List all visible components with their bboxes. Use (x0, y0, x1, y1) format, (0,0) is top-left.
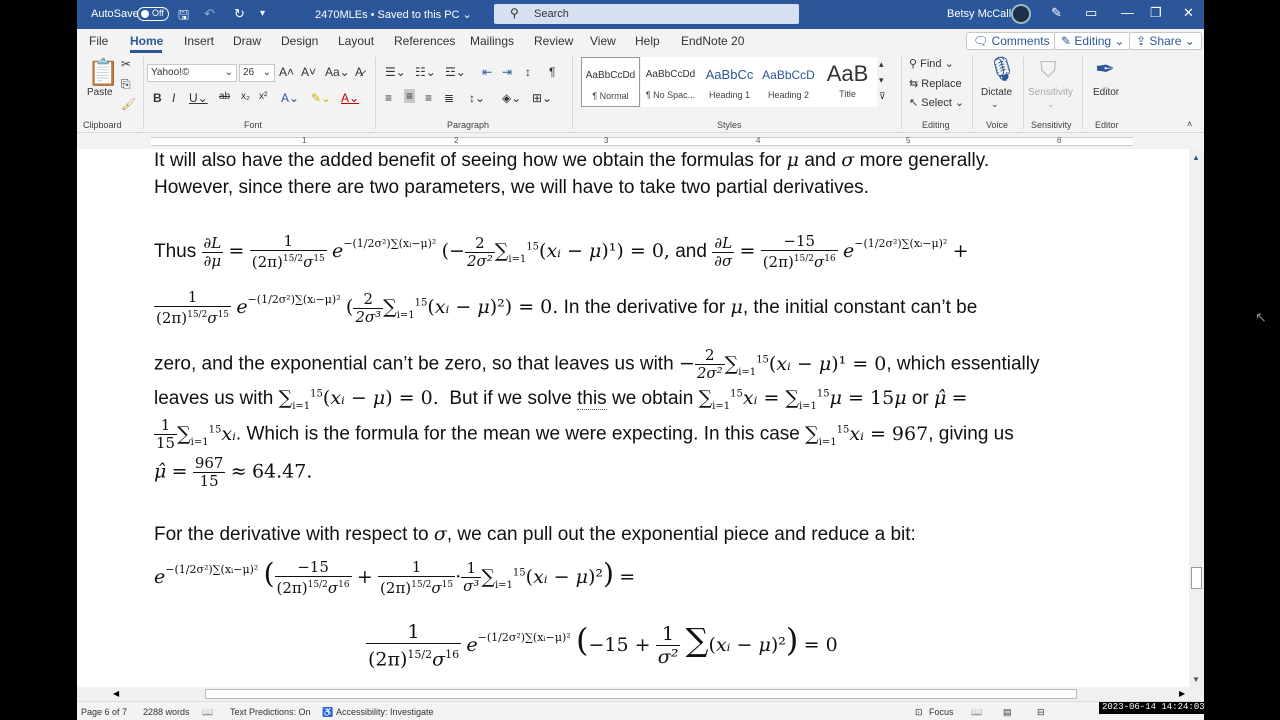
text-run: . Which is the formula for the mean we were expecting. In this case (235, 423, 800, 445)
ruler-number: 3 (604, 136, 609, 145)
ribbon-display-icon[interactable]: ▭ (1085, 5, 1098, 20)
autosave-label: AutoSave (91, 8, 139, 20)
comments-icon: 🗨 (973, 34, 992, 48)
sensitivity-icon: ⛉ (1040, 57, 1057, 82)
font-color-icon[interactable]: A⌄ (341, 91, 360, 105)
comments-label: Comments (991, 34, 1050, 48)
close-icon[interactable]: ✕ (1183, 5, 1194, 20)
text-run: more generally. (859, 150, 990, 171)
divider (375, 57, 376, 129)
divider (572, 57, 573, 129)
tab-endnote[interactable]: EndNote 20 (681, 34, 745, 48)
style-name: Heading 1 (708, 90, 751, 100)
clear-formatting-icon[interactable]: A̷ (355, 65, 364, 79)
text-effects-icon[interactable]: A⌄ (281, 91, 300, 105)
find-label: Find (920, 58, 942, 70)
editing-group-label: Editing (922, 120, 950, 130)
scroll-right-icon[interactable]: ▶ (1179, 689, 1186, 698)
shading-icon[interactable]: ◈⌄ (502, 91, 522, 105)
font-group-label: Font (244, 120, 263, 130)
body-text: For the derivative with respect to σ, we can pull out the exponential piece and reduce a bit: (154, 523, 916, 545)
equation-line: Thus $\frac{\partial L}{\partial\mu}$ = $\frac{1}{(2\pi)^{15/2}\sigma^{15}}$ $e^{-(1/2\sigma^2)\sum(xᵢ-\mu)^2}$ (− $\frac{2}{\text{2σ²}}$ $\sum_{i=1}^{15}(xᵢ - \mu)^1) = 0$, and $\frac{\partial L}{\partial\sigma}$ = $\frac{-15}{(2\pi)^{15/2}\sigma^{16}}$ $e^{-(1/2\sigma^2)\sum(xᵢ-\mu)^2}$ + (154, 232, 969, 271)
dictate-dropdown-icon[interactable]: ⌄ (991, 99, 999, 109)
editor-button-label[interactable]: Editor (1093, 87, 1120, 98)
find-icon: ⚲ (909, 58, 921, 70)
tab-mailings[interactable]: Mailings (470, 34, 515, 48)
collapse-ribbon-icon[interactable]: ˄ (1187, 119, 1193, 129)
equation-line: μ̂ = $\frac{967}{15}$ ≈ 64.47. (154, 454, 313, 490)
undo-icon[interactable]: ↶ (204, 6, 215, 21)
replace-icon: ⇆ (909, 78, 922, 90)
autosave-state: Off (152, 8, 164, 18)
equation-line: $\frac{1}{15}$ $\sum_{i=1}^{15}xᵢ$. Which is the formula for the mean we were expecting. In this case $\sum_{i=1}^{15}xᵢ = 967$, giving us (156, 416, 1014, 452)
borders-icon[interactable]: ⊞⌄ (532, 91, 553, 105)
text-run: Thus (154, 241, 197, 263)
increase-indent-icon[interactable]: ⇥ (502, 65, 513, 79)
ribbon-tabs (77, 29, 1204, 53)
minimize-icon[interactable]: — (1121, 5, 1134, 20)
divider (901, 57, 902, 129)
restore-icon[interactable]: ❐ (1150, 5, 1162, 20)
highlight-icon[interactable]: ✎⌄ (311, 91, 332, 105)
word-count[interactable]: 2288 words (143, 707, 190, 717)
replace-button[interactable] (909, 77, 962, 90)
text-run: , giving us (928, 423, 1014, 445)
tab-view[interactable]: View (590, 34, 616, 48)
text-run: In the derivative for (563, 297, 726, 319)
style-name: ¶ Normal (592, 91, 629, 101)
focus-button[interactable]: Focus (929, 707, 954, 717)
style-preview: AaBbCcDd (645, 69, 696, 80)
format-painter-icon[interactable]: 🖌 (121, 97, 137, 111)
editor-group-label: Editor (1095, 120, 1119, 130)
mouse-cursor-icon: ↖ (1255, 309, 1267, 325)
paste-label[interactable]: Paste (87, 87, 113, 98)
font-name-value: Yahoo!© (151, 67, 190, 78)
customize-qat-icon[interactable]: ▾ (260, 8, 266, 19)
video-timestamp: 2023-06-14 14:24:03 (1099, 702, 1208, 714)
equation-line: zero, and the exponential can’t be zero, so that leaves us with − $\frac{2}{\text{2σ²}}$ $\sum_{i=1}^{15}(xᵢ - \mu)^1 = 0$, which essentially (154, 346, 1040, 382)
tab-references[interactable]: References (394, 34, 456, 48)
show-marks-icon[interactable]: ¶ (549, 65, 556, 79)
sensitivity-group-label: Sensitivity (1031, 120, 1072, 130)
share-icon: ⇪ (1136, 34, 1150, 48)
text-run: But if we solve (449, 388, 572, 409)
style-preview: AaBbCc (705, 67, 754, 82)
style-title[interactable] (818, 57, 877, 107)
divider (1023, 57, 1024, 129)
font-size-field[interactable]: 26 ⌄ (239, 64, 275, 82)
equation-line: leaves us with $\sum_{i=1}^{15}(xᵢ - \mu) = 0$. But if we solve this we obtain $\sum_{i=1}^{15}xᵢ = \sum_{i=1}^{15}\mu = 15\mu$ or μ̂ = (154, 387, 968, 412)
numbering-icon[interactable]: ☷⌄ (415, 65, 436, 79)
text-run: For the derivative with respect to (154, 524, 429, 545)
equation-line: $\frac{1}{(2\pi)^{15/2}\sigma^{15}}$ $e^{-(1/2\sigma^2)\sum(xᵢ-\mu)^2}$ ( $\frac{2}{\text{2σ³}}$ $\sum_{i=1}^{15}(xᵢ - \mu)^2) = 0$. In the derivative for μ, the initial constant can’t be (156, 288, 978, 327)
word-window (77, 0, 1267, 720)
autosave-toggle[interactable] (137, 7, 169, 21)
equation-line: $e^{-(1/2\sigma^2)\sum(xᵢ-\mu)^2}$ ( $\frac{-15}{(2\pi)^{15/2}\sigma^{16}}$ + $\frac{1}{(2\pi)^{15/2}\sigma^{15}}$ · $\frac{1}{\text{σ³}}$ $\sum_{i=1}^{15}(xᵢ - \mu)^2$) = (154, 557, 636, 597)
scroll-up-icon[interactable]: ▲ (1192, 153, 1200, 162)
align-left-icon[interactable]: ≡ (385, 91, 393, 105)
shrink-font-icon[interactable]: A˅ (301, 65, 317, 79)
microphone-icon[interactable]: 🎙 (987, 56, 1018, 83)
text-run: , which essentially (886, 353, 1040, 375)
style-name: ¶ No Spac... (645, 90, 696, 100)
body-text: It will also have the added benefit of seeing how we obtain the formulas for μ and σ more generally. (154, 149, 990, 171)
tab-layout[interactable]: Layout (338, 34, 375, 48)
accessibility-status[interactable]: Accessibility: Investigate (336, 707, 434, 717)
comments-button[interactable] (966, 32, 1057, 50)
bullets-icon[interactable]: ☰⌄ (385, 65, 406, 79)
save-icon[interactable]: 🖫 (178, 7, 190, 22)
read-mode-icon[interactable]: 📖 (971, 707, 983, 717)
clipboard-group-label: Clipboard (83, 120, 122, 130)
underline-icon[interactable]: U⌄ (189, 91, 208, 105)
style-preview: AaBbCcDd (585, 70, 636, 81)
superscript-icon[interactable]: x² (259, 91, 268, 102)
align-right-icon[interactable]: ≡ (425, 91, 433, 105)
title-bar (77, 0, 1204, 29)
document-title[interactable]: 2470MLEs • Saved to this PC ⌄ (315, 9, 472, 21)
text-run: leaves us with (154, 388, 274, 409)
document-area[interactable] (77, 149, 1267, 687)
font-size-value: 26 (243, 67, 255, 78)
styles-more-icon[interactable]: ⊽ (879, 91, 886, 101)
text-run: we obtain (611, 388, 694, 409)
line-spacing-icon[interactable]: ↕⌄ (469, 91, 486, 105)
multilevel-list-icon[interactable]: ☲⌄ (445, 65, 466, 79)
paragraph-group-label: Paragraph (447, 120, 490, 130)
tab-design[interactable]: Design (281, 34, 319, 48)
scrollbar-thumb[interactable] (205, 689, 1077, 699)
select-button[interactable]: ↖ Select ⌄ (909, 97, 965, 109)
tab-file[interactable]: File (89, 34, 109, 48)
text-run: this (577, 388, 607, 409)
editing-mode-button[interactable]: ✎ Editing ⌄ (1054, 32, 1131, 50)
style-heading-1[interactable] (700, 57, 759, 107)
text-run: It will also have the added benefit of seeing how we obtain the formulas for (154, 150, 782, 171)
search-icon: ⚲ (510, 6, 519, 20)
style-normal[interactable] (581, 57, 640, 107)
justify-icon[interactable]: ≣ (444, 91, 455, 105)
styles-scroll-up-icon[interactable]: ▴ (879, 59, 884, 69)
mean-value: 64.47. (251, 460, 313, 483)
scroll-left-icon[interactable]: ◀ (113, 689, 120, 698)
ruler-number: 4 (756, 136, 761, 145)
divider (143, 57, 144, 129)
search-placeholder: Search (534, 8, 569, 20)
replace-label: Replace (921, 78, 962, 90)
print-layout-icon[interactable]: ▤ (1003, 707, 1012, 717)
select-label: Select (921, 97, 952, 109)
paste-icon[interactable]: 📋 (87, 57, 120, 87)
sensitivity-button-label: Sensitivity (1028, 87, 1074, 98)
toggle-knob (141, 10, 149, 18)
equation-line: $\frac{1}{(2\pi)^{15/2}\sigma^{16}}$ $e^{-(1/2\sigma^2)\sum(xᵢ-\mu)^2}$ (−15 + $\frac{1}{\text{σ²}}$ ∑(xᵢ − μ)²) = 0 (368, 621, 838, 671)
focus-icon: ⊡ (915, 707, 923, 717)
change-case-icon[interactable]: Aa⌄ (325, 65, 350, 79)
decrease-indent-icon[interactable]: ⇤ (482, 65, 493, 79)
text-run: , we can pull out the exponential piece and reduce a bit: (446, 524, 916, 545)
cut-icon[interactable]: ✂ (121, 57, 132, 71)
text-run: , the initial constant can’t be (742, 297, 978, 319)
select-icon: ↖ (909, 97, 922, 109)
tab-home[interactable]: Home (130, 34, 164, 48)
style-name: Heading 2 (767, 90, 810, 100)
grow-font-icon[interactable]: A˄ (279, 65, 295, 79)
dictate-label[interactable]: Dictate (981, 87, 1013, 98)
text-run: and (675, 241, 707, 263)
editor-icon[interactable]: ✒ (1095, 56, 1116, 83)
italic-icon[interactable]: I (172, 91, 176, 105)
editing-label: Editing (1074, 34, 1112, 48)
text-run: zero, and the exponential can’t be zero, so that leaves us with (154, 353, 674, 375)
styles-scroll-down-icon[interactable]: ▾ (879, 75, 884, 85)
vertical-scrollbar[interactable] (1189, 149, 1204, 687)
divider (1082, 57, 1083, 129)
text-predictions[interactable]: Text Predictions: On (230, 707, 311, 717)
text-run: and (804, 150, 837, 171)
divider (972, 57, 973, 129)
justify-center-icon[interactable]: ≡ (406, 89, 414, 103)
status-bar (77, 701, 1204, 720)
style-no-spacing[interactable] (641, 57, 700, 107)
tab-review[interactable]: Review (534, 34, 574, 48)
user-name: Betsy McCall (947, 8, 1012, 20)
subscript-icon[interactable]: x₂ (241, 91, 250, 102)
scroll-down-icon[interactable]: ▼ (1192, 675, 1200, 684)
font-name-field[interactable]: Yahoo!© ⌄ (147, 64, 237, 82)
style-name: Title (839, 89, 856, 99)
tab-insert[interactable]: Insert (184, 34, 215, 48)
sensitivity-dropdown-icon: ⌄ (1047, 99, 1055, 109)
copy-icon[interactable]: ⎘ (121, 77, 131, 91)
voice-group-label: Voice (986, 120, 1009, 130)
horizontal-scrollbar[interactable] (77, 687, 1204, 701)
web-layout-icon[interactable]: ⊟ (1037, 707, 1045, 717)
ribbon (77, 53, 1204, 133)
body-text: However, since there are two parameters, we will have to take two partial derivatives. (154, 177, 869, 198)
proofing-icon[interactable]: 📖 (202, 707, 214, 717)
find-button[interactable]: ⚲ Find ⌄ (909, 58, 954, 70)
tab-draw[interactable]: Draw (233, 34, 262, 48)
tab-help[interactable]: Help (635, 34, 660, 48)
style-preview: AaB (826, 61, 869, 86)
search-box[interactable] (494, 4, 799, 24)
styles-group-label: Styles (717, 120, 742, 130)
avatar[interactable] (1011, 4, 1031, 24)
strikethrough-icon[interactable]: ab (219, 91, 231, 102)
ruler[interactable] (77, 133, 1204, 149)
page-count[interactable]: Page 6 of 7 (81, 707, 128, 717)
share-button[interactable]: ⇪ Share ⌄ (1129, 32, 1202, 50)
ruler-bar (151, 137, 1133, 146)
accessibility-icon: ♿ (322, 707, 334, 717)
bold-icon[interactable]: B (153, 91, 162, 105)
style-preview: AaBbCcD (762, 68, 815, 82)
pencil-icon: ✎ (1061, 34, 1075, 48)
ruler-number: 2 (454, 136, 459, 145)
text-run: or (911, 388, 929, 409)
style-heading-2[interactable] (759, 57, 818, 107)
sort-icon[interactable]: ↕ (525, 65, 531, 79)
redo-icon[interactable]: ↻ (234, 6, 245, 21)
scrollbar-thumb[interactable] (1191, 567, 1202, 589)
ruler-number: 1 (302, 136, 307, 145)
pen-icon[interactable]: ✎ (1051, 5, 1062, 20)
ruler-number: 6 (1057, 136, 1062, 145)
share-label: Share (1149, 34, 1182, 48)
ruler-number: 5 (906, 136, 911, 145)
